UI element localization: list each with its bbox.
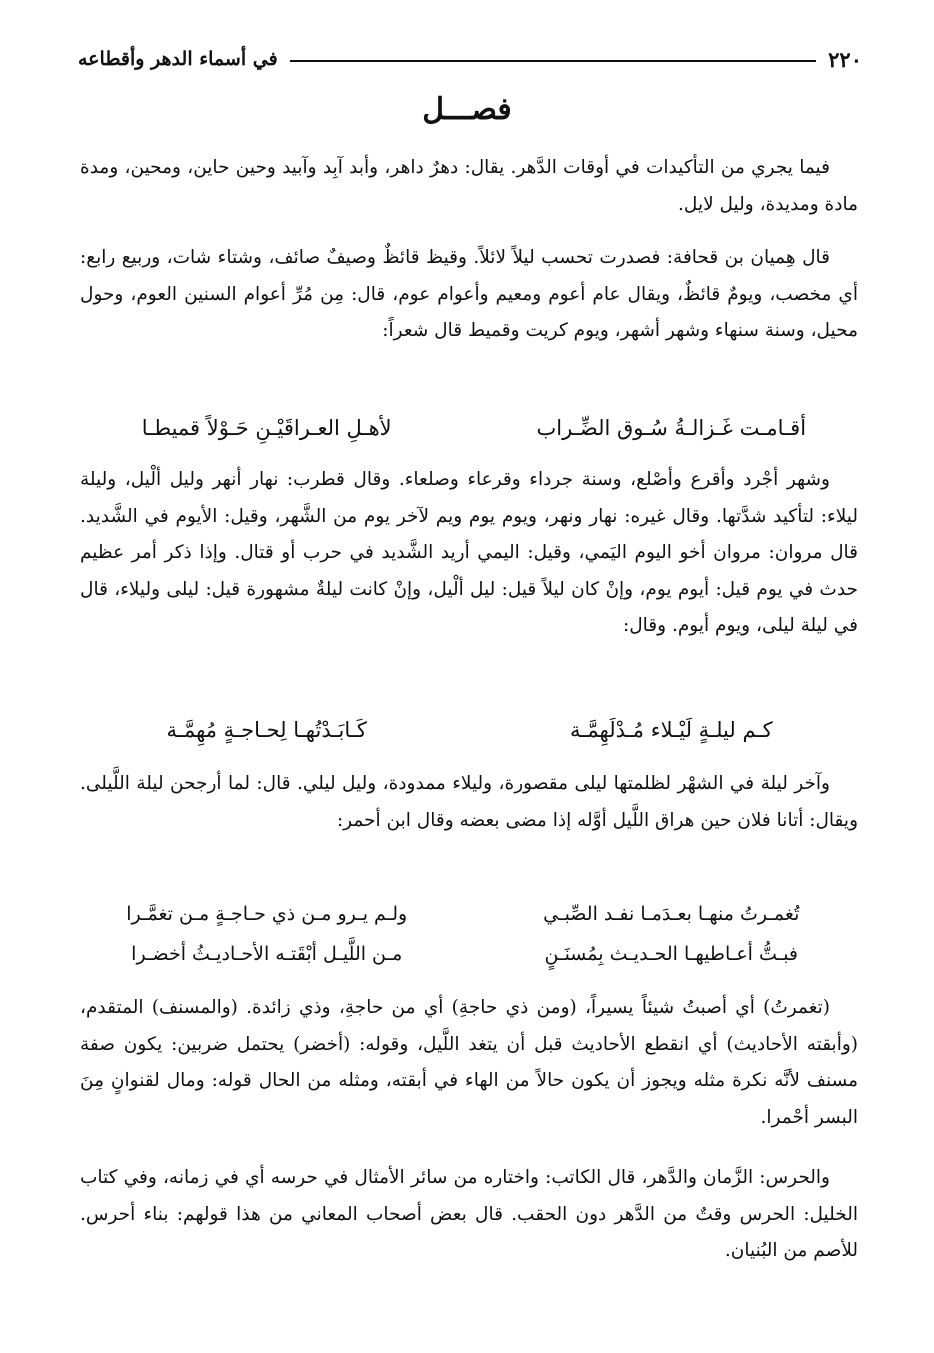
paragraph-text: وشهر أجْرد وأقرع وأصْلع، وسنة جرداء وقرعاء وصلعاء. وقال قطرب: نهار أنهر وليل ألْيل، وليلة ليلاء: لتأكيد شدَّتها. وقال غيره: نهار ونهر، ويوم يوم ويم لآخر يوم من الشَّهر، وقيل: الأيوم في الشَّديد. قال مروان: مروان أخو اليوم اليَمي، وقيل: اليمي أريد الشَّديد في حرب أو قتال. وإذا ذكر أمر عظيم حدث في يوم قيل: أيوم يوم، وإنْ كان ليلاً قيل: ليل ألْيل، وإنْ كانت ليلةٌ مشهورة قيل: ليلى وليلاء، قال في ليلة ليلى، ويوم أيوم. وقال: (80, 469, 858, 636)
header-rule (290, 60, 817, 62)
paragraph-text: وآخر ليلة في الشهْر لظلمتها ليلى مقصورة، وليلاء ممدودة، وليل ليلي. قال: لما أرجحن ليلة اللَّيلى. ويقال: أتانا فلان حين هراق اللَّيل أوَّله إذا مضى بعضه وقال ابن أحمر: (80, 773, 858, 831)
verse-first-hemistich: تُغمـرتُ منهـا بعـدَمـا نفـد الصِّبـي (543, 903, 800, 925)
verse-2 (80, 712, 858, 748)
chapter-title: فصـــل (422, 92, 512, 127)
paragraph-1 (80, 150, 858, 223)
verse-second-hemistich: مـن اللَّيـل أبْقَتـه الأحـاديـثُ أخضـرا (131, 943, 403, 965)
paragraph-text: (تغمرتُ) أي أصبتُ شيئاً يسيراً، (ومن ذي حاجةِ) أي من حاجةِ، وذي زائدة. (والمسنف) المتقدم، (وأبقته الأحاديث) أي انقطع الأحاديث قبل أن يتغد اللَّيل، وقوله: (أخضر) يحتمل ضربين: يكون صفة مسنف لأنَّه نكرة مثله ويجوز أن يكون حالاً من الهاء في أبقته، ومثله من الحال قوله: ومال لقنوانٍ مِنَ البسر أحْمرا. (80, 997, 858, 1128)
verse-first-hemistich: كـم ليلـةٍ لَيْـلاء مُـدْلَهِمَّـة (569, 718, 773, 742)
paragraph-text: فيما يجري من التأكيدات في أوقات الدَّهر. يقال: دهرٌ داهر، وأبد آبِد وآبيد وحين حاين، ومحين، ومدة مادة ومديدة، وليل لايل. (80, 157, 858, 215)
verse-3 (80, 896, 858, 932)
paragraph-5 (80, 990, 858, 1136)
paragraph-6 (80, 1160, 858, 1270)
verse-1 (80, 410, 858, 446)
paragraph-2 (80, 240, 858, 350)
paragraph-text: قال هِميان بن قحافة: فصدرت تحسب ليلاً لائلاً. وقيظ قائظٌ وصيفٌ صائف، وشتاء شات، وربيع رابع: أي مخصب، ويومٌ قائظٌ، ويقال عام أعوم ومعيم وأعوام عوم، قال: مِن مُرِّ أعوام السنين العوم، وحول محيل، وسنة سنهاء وشهر أشهر، ويوم كريت وقميط قال شعراً: (80, 247, 858, 341)
paragraph-4 (80, 766, 858, 839)
page-number: ٢٢٠ (828, 46, 862, 72)
verse-4 (80, 936, 858, 972)
paragraph-3 (80, 462, 858, 645)
verse-second-hemistich: كَـابَـدْتُهـا لِحـاجـةٍ مُهِمَّـة (166, 718, 367, 742)
verse-second-hemistich: لأهـلِ العـراقَيْـنِ حَـوْلاً قميطـا (141, 416, 392, 440)
running-title: في أسماء الدهر وأقطاعه (78, 48, 278, 70)
verse-second-hemistich: ولـم يـرو مـن ذي حـاجـةٍ مـن تغمَّـرا (126, 903, 408, 925)
page-header (78, 44, 862, 74)
paragraph-text: والحرس: الزَّمان والدَّهر، قال الكاتب: واختاره من سائر الأمثال في حرسه أي في زمانه، وفي كتاب الخليل: الحرس وقتٌ من الدَّهر دون الحقب. قال بعض أصحاب المعاني من هذا قولهم: بناء أحرس. للأصم من البُنيان. (80, 1167, 858, 1261)
verse-first-hemistich: فبـتُّ أعـاطيهـا الحـديـث بِمُسنَـنٍ (544, 943, 799, 965)
verse-first-hemistich: أقـامـت غَـزالـةُ سُـوق الضِّـراب (536, 416, 807, 440)
